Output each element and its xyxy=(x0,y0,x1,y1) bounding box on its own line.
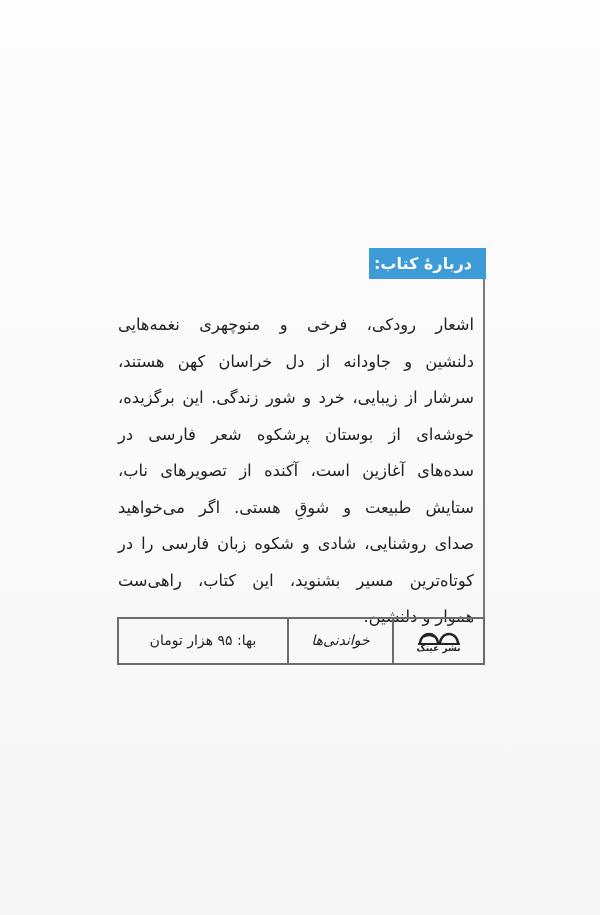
description-line: دلنشین و جاودانه از دل خراسان کهن هستند، xyxy=(118,351,474,371)
publisher-logo xyxy=(392,619,483,663)
description-line: ستایش طبیعت و شوقِ هستی. اگر می‌خواهید xyxy=(118,497,474,517)
series-name: خواندنی‌ها xyxy=(287,619,392,663)
description-line: سده‌های آغازین است، آکنده از تصویرهای ناب، xyxy=(118,461,474,480)
about-book-heading: دربارهٔ کتاب: xyxy=(369,248,486,279)
frame-divider xyxy=(483,279,485,618)
description-line: کوتاه‌ترین مسیر بشنوید، این کتاب، راهی‌ست xyxy=(118,570,474,590)
book-description xyxy=(118,307,474,636)
description-line: صدای روشنایی، شادی و شکوه زبان فارسی را در xyxy=(118,534,474,553)
description-line: اشعار رودکی، فرخی و منوچهری نغمه‌هایی xyxy=(118,315,474,334)
description-line: هموار و دلنشین. xyxy=(363,607,474,626)
price-label: بها: ۹۵ هزار تومان xyxy=(149,633,257,649)
description-line: سرشار از زیبایی، خرد و شور زندگی. این برگزیده، xyxy=(118,388,474,407)
book-info-footer xyxy=(117,617,485,665)
description-line: خوشه‌ای از بوستان پرشکوه شعر فارسی در xyxy=(118,424,474,444)
publisher-name: نشر عینک xyxy=(416,644,461,654)
